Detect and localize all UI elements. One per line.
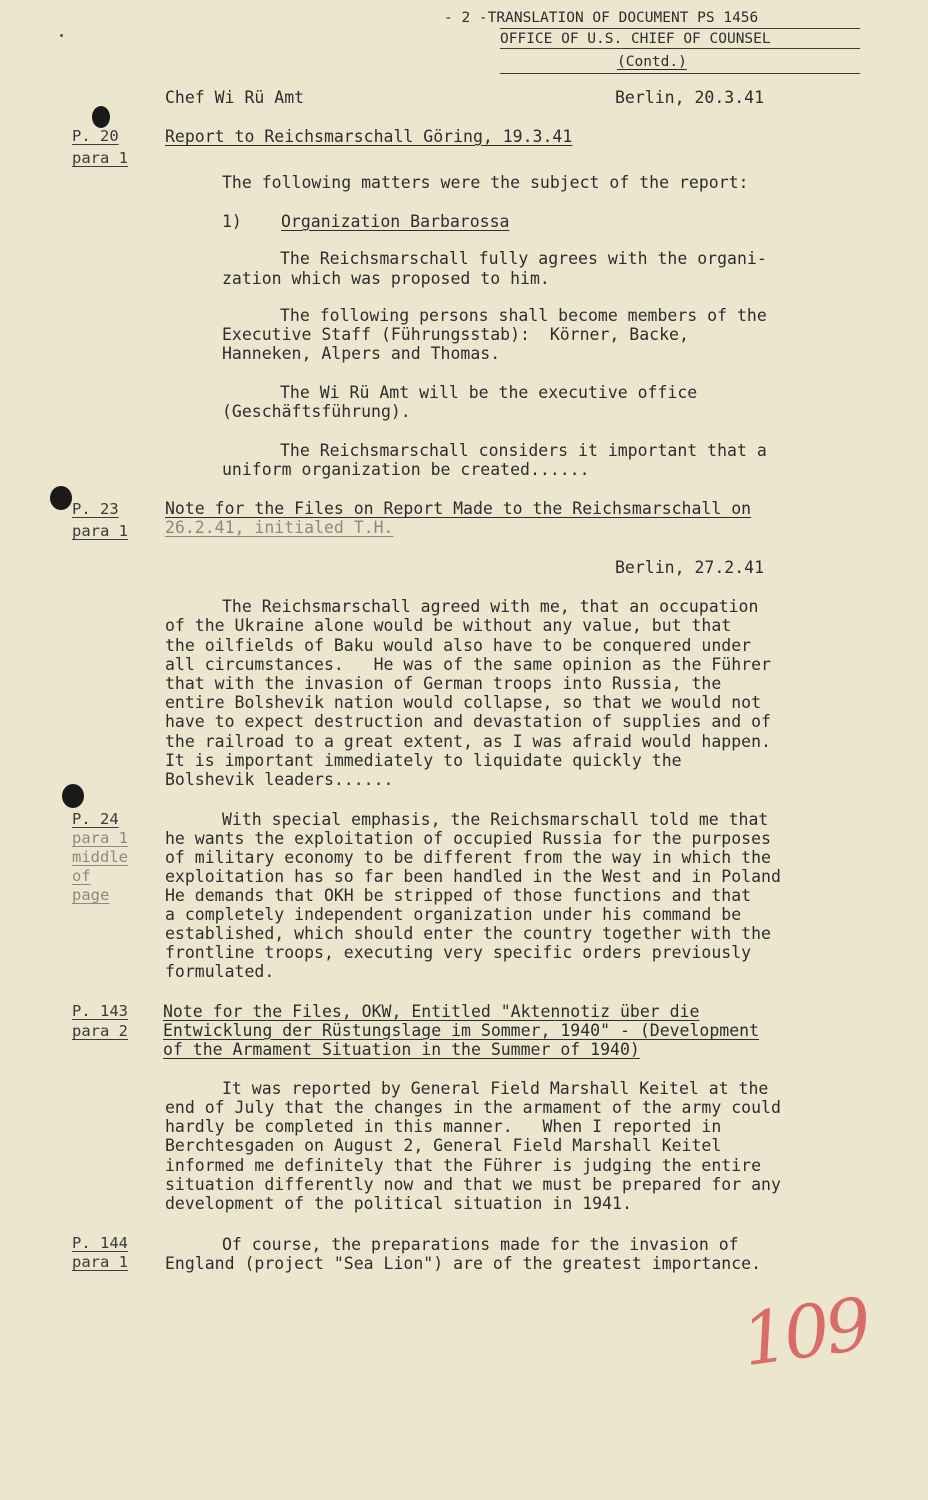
note2-title-line-3: of the Armament Situation in the Summer of 1940)	[163, 1040, 640, 1059]
para7-line-3: hardly be completed in this manner. When I reported in	[165, 1117, 722, 1136]
place-date-1: Berlin, 20.3.41	[615, 88, 765, 107]
ref-para-5: para 1	[72, 1253, 128, 1271]
ref-page-3: P. 24	[72, 810, 119, 828]
para6-line-2: he wants the exploitation of occupied Russia for the purposes	[165, 829, 771, 848]
para6-line-7: established, which should enter the country together with the	[165, 924, 771, 943]
para2-line-1: The following persons shall become members of the	[280, 306, 767, 325]
item-number: 1)	[222, 212, 242, 231]
para6-line-4: exploitation has so far been handled in the West and in Poland	[165, 867, 781, 886]
para1-line-1: The Reichsmarschall fully agrees with the organi-	[280, 249, 767, 268]
note1-title-line-2: 26.2.41, initialed T.H.	[165, 518, 394, 537]
para7-line-7: development of the political situation in 1941.	[165, 1194, 632, 1213]
ref-of-3: of	[72, 867, 91, 885]
ink-blot	[92, 106, 110, 128]
para6-line-8: frontline troops, executing very specific orders previously	[165, 943, 752, 962]
para1-line-2: zation which was proposed to him.	[222, 269, 550, 288]
ref-para-4: para 2	[72, 1022, 128, 1040]
ref-para-2: para 1	[72, 522, 128, 540]
item-title: Organization Barbarossa	[281, 212, 510, 231]
para6-line-1: With special emphasis, the Reichsmarschall told me that	[222, 810, 769, 829]
note2-title-line-2: Entwicklung der Rüstungslage im Sommer, 1940" - (Development	[163, 1021, 760, 1040]
para5-line-6: entire Bolshevik nation would collapse, so that we would not	[165, 693, 762, 712]
ref-para-1: para 1	[72, 149, 128, 167]
header-line-2: OFFICE OF U.S. CHIEF OF COUNSEL	[500, 31, 771, 47]
para5-line-8: the railroad to a great extent, as I was afraid would happen.	[165, 732, 771, 751]
para6-line-3: of military economy to be different from the way in which the	[165, 848, 771, 867]
ref-page-4: P. 143	[72, 1002, 128, 1020]
para5-line-9: It is important immediately to liquidate quickly the	[165, 751, 682, 770]
para7-line-4: Berchtesgaden on August 2, General Field Marshall Keitel	[165, 1136, 722, 1155]
para6-line-9: formulated.	[165, 962, 275, 981]
note1-title-line-1: Note for the Files on Report Made to the Reichsmarschall on	[165, 499, 752, 518]
ref-page-1: P. 20	[72, 127, 119, 145]
header-line-1: - 2 -TRANSLATION OF DOCUMENT PS 1456	[444, 10, 759, 26]
ref-page-word-3: page	[72, 886, 110, 904]
ref-middle-3: middle	[72, 848, 128, 866]
para5-line-7: have to expect destruction and devastation of supplies and of	[165, 712, 771, 731]
para6-line-6: a completely independent organization under his command be	[165, 905, 742, 924]
paper-mark	[60, 34, 63, 37]
header-contd: (Contd.)	[617, 54, 687, 70]
report-title: Report to Reichsmarschall Göring, 19.3.41	[165, 127, 573, 146]
para5-line-5: that with the invasion of German troops into Russia, the	[165, 674, 722, 693]
para7-line-1: It was reported by General Field Marshall Keitel at the	[222, 1079, 769, 1098]
para3-line-2: (Geschäftsführung).	[222, 402, 411, 421]
para5-line-1: The Reichsmarschall agreed with me, that an occupation	[222, 597, 759, 616]
para6-line-5: He demands that OKH be stripped of those functions and that	[165, 886, 752, 905]
para7-line-2: end of July that the changes in the armament of the army could	[165, 1098, 781, 1117]
ref-page-2: P. 23	[72, 500, 119, 518]
para3-line-1: The Wi Rü Amt will be the executive office	[280, 383, 698, 402]
ref-page-5: P. 144	[72, 1234, 128, 1252]
para7-line-5: informed me definitely that the Führer is judging the entire	[165, 1156, 762, 1175]
para2-line-2: Executive Staff (Führungsstab): Körner, Backe,	[222, 325, 689, 344]
para2-line-3: Hanneken, Alpers and Thomas.	[222, 344, 501, 363]
handwritten-page-number: 109	[736, 1281, 873, 1383]
sender: Chef Wi Rü Amt	[165, 88, 305, 107]
para8-line-2: England (project "Sea Lion") are of the greatest importance.	[165, 1254, 762, 1273]
note2-title-line-1: Note for the Files, OKW, Entitled "Aktennotiz über die	[163, 1002, 700, 1021]
para5-line-10: Bolshevik leaders......	[165, 770, 394, 789]
para5-line-2: of the Ukraine alone would be without any value, but that	[165, 616, 732, 635]
header-underline-2	[500, 48, 860, 49]
ref-para-3: para 1	[72, 829, 128, 847]
punch-hole-1	[50, 486, 72, 510]
para4-line-2: uniform organization be created......	[222, 460, 590, 479]
para7-line-6: situation differently now and that we must be prepared for any	[165, 1175, 781, 1194]
header-underline-3	[500, 73, 860, 74]
intro-line: The following matters were the subject of the report:	[222, 173, 749, 192]
place-date-2: Berlin, 27.2.41	[615, 558, 765, 577]
para8-line-1: Of course, the preparations made for the invasion of	[222, 1235, 739, 1254]
para4-line-1: The Reichsmarschall considers it important that a	[280, 441, 767, 460]
punch-hole-2	[62, 784, 84, 808]
para5-line-3: the oilfields of Baku would also have to be conquered under	[165, 636, 752, 655]
para5-line-4: all circumstances. He was of the same opinion as the Führer	[165, 655, 771, 674]
